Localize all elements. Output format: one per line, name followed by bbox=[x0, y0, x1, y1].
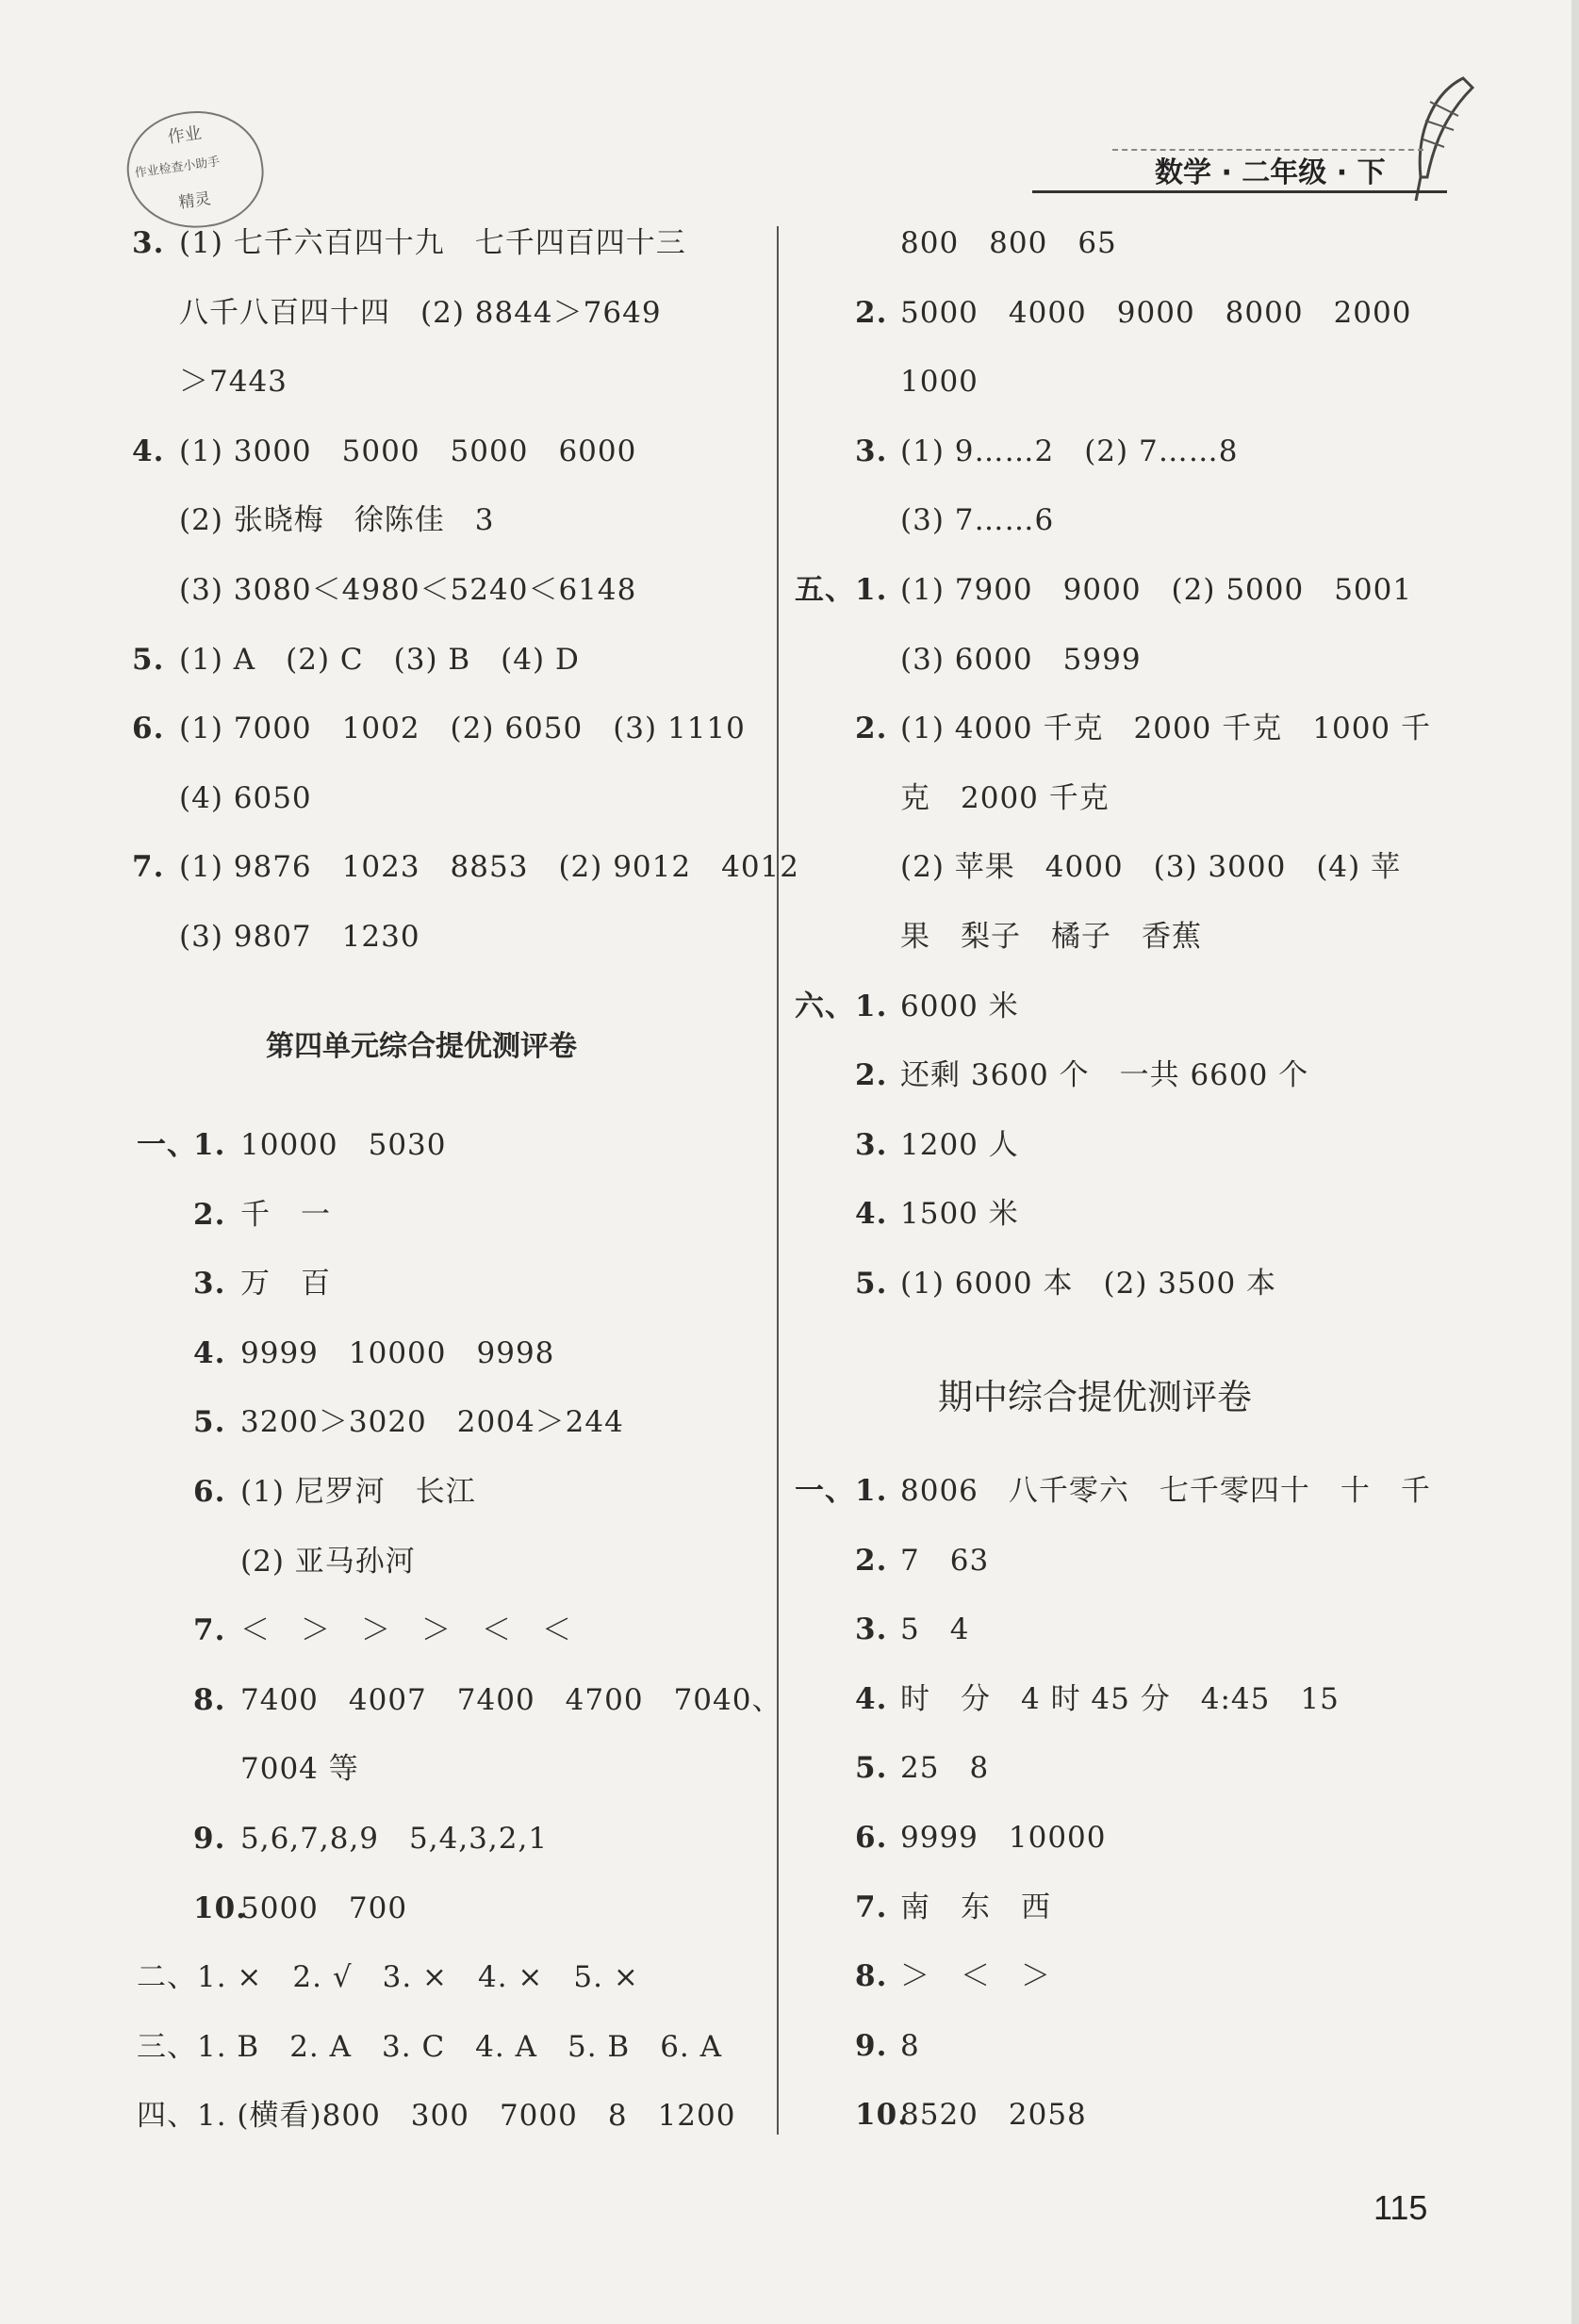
question-number: 9. bbox=[193, 1822, 226, 1856]
answer-text: 8520 2058 bbox=[900, 2098, 1087, 2133]
question-number: 3. bbox=[855, 1127, 888, 1162]
answer-text: (1) 9876 1023 8853 (2) 9012 4012 bbox=[179, 850, 799, 885]
answer-text: ＞ ＜ ＞ bbox=[900, 1959, 1051, 1994]
header-title: 数学 · 二年级 · 下 bbox=[1155, 156, 1386, 189]
section-prefix: 六、 bbox=[795, 989, 855, 1023]
question-number: 3. bbox=[193, 1267, 226, 1301]
page-number: 115 bbox=[1373, 2188, 1428, 2227]
question-number: 7. bbox=[132, 850, 165, 885]
question-number: 8. bbox=[855, 1959, 888, 1994]
answer-text: 万 百 bbox=[240, 1267, 331, 1301]
answer-text: ＜ ＞ ＞ ＞ ＜ ＜ bbox=[240, 1613, 572, 1648]
stamp-line1: 作业 bbox=[166, 123, 204, 148]
answer-text: (1) A (2) C (3) B (4) D bbox=[179, 642, 580, 677]
question-number: 5. bbox=[132, 642, 165, 677]
answer-text: 5000 4000 9000 8000 2000 bbox=[900, 295, 1412, 330]
question-number: 3. bbox=[855, 1612, 888, 1647]
answer-text: 8 bbox=[900, 2028, 920, 2063]
answer-text: 25 8 bbox=[900, 1751, 990, 1786]
question-number: 4. bbox=[132, 434, 165, 468]
page-edge bbox=[1571, 0, 1579, 2324]
question-number: 10. bbox=[193, 1890, 247, 1925]
answer-text: 7 63 bbox=[900, 1543, 990, 1578]
question-number: 4. bbox=[193, 1335, 226, 1370]
answer-text: (3) 3080＜4980＜5240＜6148 bbox=[179, 573, 637, 607]
answer-text: (1) 9……2 (2) 7……8 bbox=[900, 434, 1239, 468]
question-number: 6. bbox=[132, 712, 165, 746]
section-prefix: 一、 bbox=[137, 1128, 197, 1162]
answer-line: 四、1. (横看)800 300 7000 8 1200 bbox=[137, 2099, 736, 2134]
question-number: 5. bbox=[193, 1405, 226, 1440]
quill-icon bbox=[1406, 74, 1482, 205]
answer-text: (2) 张晓梅 徐陈佳 3 bbox=[179, 503, 495, 538]
question-number: 1. bbox=[193, 1128, 226, 1162]
answer-text: (3) 7……6 bbox=[900, 503, 1055, 538]
question-number: 1. bbox=[855, 1474, 888, 1508]
stamp-line3: 精灵 bbox=[177, 189, 212, 213]
answer-text: (3) 9807 1230 bbox=[179, 920, 420, 954]
answer-text: (4) 6050 bbox=[179, 780, 312, 815]
answer-text: 南 东 西 bbox=[900, 1890, 1051, 1924]
section-prefix: 一、 bbox=[795, 1474, 855, 1508]
answer-text: (1) 3000 5000 5000 6000 bbox=[179, 434, 637, 468]
question-number: 4. bbox=[855, 1197, 888, 1232]
question-number: 2. bbox=[855, 712, 888, 746]
header-rule bbox=[1032, 190, 1447, 193]
answer-text: 1000 bbox=[900, 365, 979, 400]
answer-text: (1) 7000 1002 (2) 6050 (3) 1110 bbox=[179, 712, 746, 746]
answer-text: (1) 4000 千克 2000 千克 1000 千 bbox=[900, 712, 1432, 746]
answer-text: 6000 米 bbox=[900, 989, 1019, 1023]
question-number: 5. bbox=[855, 1267, 888, 1301]
question-number: 1. bbox=[855, 573, 888, 607]
question-number: 7. bbox=[855, 1890, 888, 1924]
answer-text: 还剩 3600 个 一共 6600 个 bbox=[900, 1058, 1309, 1093]
answer-text: 5000 700 bbox=[240, 1890, 408, 1925]
section-title-unit4: 第四单元综合提优测评卷 bbox=[266, 1030, 577, 1063]
answer-text: 9999 10000 bbox=[900, 1821, 1107, 1855]
question-number: 3. bbox=[855, 434, 888, 468]
answer-text: (2) 苹果 4000 (3) 3000 (4) 苹 bbox=[900, 850, 1402, 885]
question-number: 8. bbox=[193, 1682, 226, 1717]
answer-line: 二、1. × 2. √ 3. × 4. × 5. × bbox=[137, 1960, 639, 1994]
answer-text: (1) 7900 9000 (2) 5000 5001 bbox=[900, 573, 1413, 607]
answer-text: 1200 人 bbox=[900, 1127, 1019, 1162]
question-number: 2. bbox=[193, 1197, 226, 1232]
answer-text: 7400 4007 7400 4700 7040、 bbox=[240, 1682, 782, 1717]
question-number: 10. bbox=[855, 2098, 909, 2133]
answer-text: 7004 等 bbox=[240, 1752, 359, 1787]
column-divider bbox=[777, 226, 779, 2135]
answer-text: 时 分 4 时 45 分 4:45 15 bbox=[900, 1681, 1340, 1716]
stamp-logo bbox=[120, 103, 271, 237]
answer-text: 5 4 bbox=[900, 1612, 970, 1647]
section-prefix: 五、 bbox=[795, 573, 855, 607]
question-number: 2. bbox=[855, 1058, 888, 1093]
answer-text: (2) 亚马孙河 bbox=[240, 1544, 416, 1579]
question-number: 4. bbox=[855, 1681, 888, 1716]
answer-text: 果 梨子 橘子 香蕉 bbox=[900, 920, 1202, 954]
question-number: 1. bbox=[855, 989, 888, 1023]
answer-text: ＞7443 bbox=[179, 365, 288, 400]
answer-text: 8006 八千零六 七千零四十 十 千 bbox=[900, 1474, 1431, 1508]
question-number: 7. bbox=[193, 1613, 226, 1648]
answer-text: 八千八百四十四 (2) 8844＞7649 bbox=[179, 295, 662, 330]
answer-text: (3) 6000 5999 bbox=[900, 642, 1142, 677]
answer-text: (1) 6000 本 (2) 3500 本 bbox=[900, 1267, 1277, 1301]
answer-text: (1) 七千六百四十九 七千四百四十三 bbox=[179, 226, 686, 260]
answer-text: 800 800 65 bbox=[900, 226, 1117, 260]
stamp-line2: 作业检查小助手 bbox=[133, 155, 222, 181]
answer-text: 3200＞3020 2004＞244 bbox=[240, 1405, 624, 1440]
question-number: 6. bbox=[193, 1475, 226, 1509]
answer-text: 千 一 bbox=[240, 1197, 331, 1232]
question-number: 6. bbox=[855, 1821, 888, 1855]
answer-text: 9999 10000 9998 bbox=[240, 1335, 555, 1370]
question-number: 5. bbox=[855, 1751, 888, 1786]
question-number: 2. bbox=[855, 1543, 888, 1578]
answer-text: 1500 米 bbox=[900, 1197, 1019, 1232]
answer-text: (1) 尼罗河 长江 bbox=[240, 1475, 476, 1509]
question-number: 3. bbox=[132, 226, 165, 260]
section-title-midterm: 期中综合提优测评卷 bbox=[938, 1377, 1252, 1417]
answer-text: 克 2000 千克 bbox=[900, 780, 1110, 815]
answer-text: 5,6,7,8,9 5,4,3,2,1 bbox=[240, 1822, 549, 1856]
question-number: 2. bbox=[855, 295, 888, 330]
answer-line: 三、1. B 2. A 3. C 4. A 5. B 6. A bbox=[137, 2029, 723, 2064]
question-number: 9. bbox=[855, 2028, 888, 2063]
answer-text: 10000 5030 bbox=[240, 1128, 447, 1162]
